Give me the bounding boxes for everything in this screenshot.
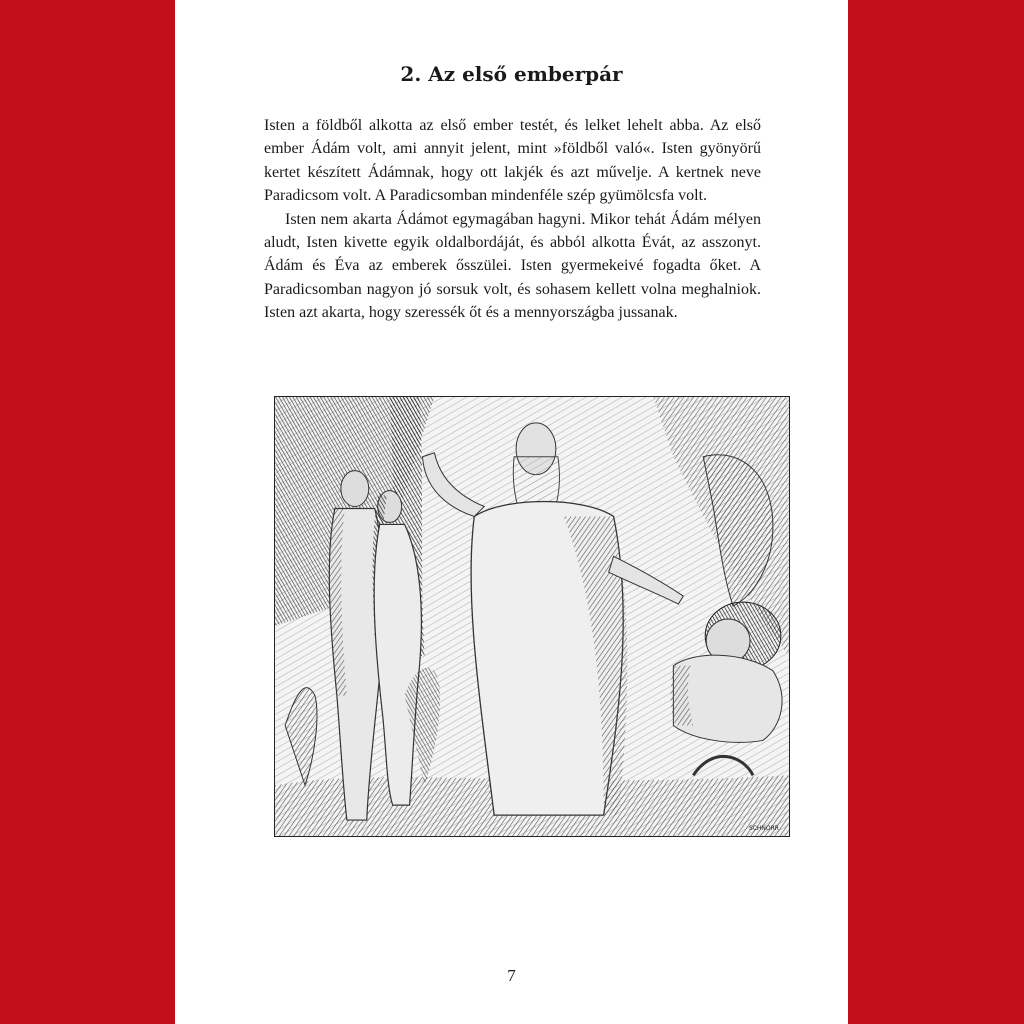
book-page (175, 0, 848, 1024)
artist-signature: SCHNORR (748, 825, 779, 833)
engraving-illustration (274, 396, 790, 837)
page-number: 7 (507, 966, 516, 985)
paragraph-2: Isten nem akarta Ádámot egymagában hagyni. Mikor tehát Ádám mélyen aludt, Isten kivette egyik oldalbordáját, és abból alkotta Évát, az asszonyt. Ádám és Éva az emberek ősszülei. Isten gyermekeivé fogadta őket. A Paradicsomban nagyon jó sorsuk volt, és sohasem kellett volna meghalniok. Isten azt akarta, hogy szeressék őt és a mennyországba jussanak. (264, 210, 761, 322)
paragraph-1: Isten a földből alkotta az első ember testét, és lelket lehelt abba. Az első ember Ádám volt, ami annyit jelent, mint »földből való«. Isten gyönyörű kertet készített Ádámnak, hogy ott lakjék és azt művelje. A kertnek neve Paradicsom volt. A Paradicsomban mindenféle szép gyümölcsfa volt. (264, 117, 761, 205)
chapter-title: 2. Az első emberpár (400, 62, 623, 86)
body-text (264, 114, 761, 325)
